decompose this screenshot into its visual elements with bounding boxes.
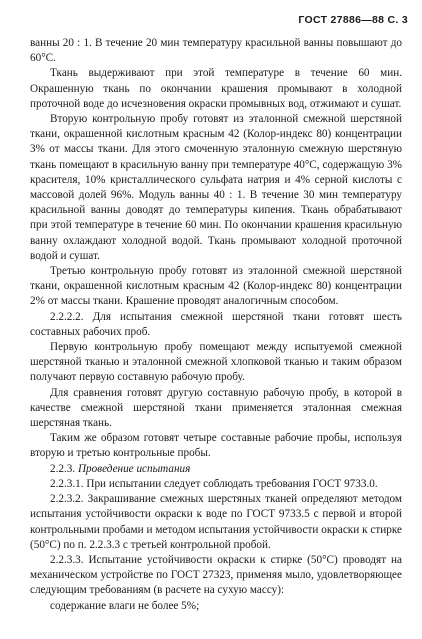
paragraph: Первую контрольную пробу помещают между испытуемой смежной шерстяной тканью и эталонной смежной хлопковой тканью и таким образом получают первую составную рабочую пробу.: [30, 341, 402, 384]
section-heading: [30, 462, 402, 477]
paragraph: содержание влаги не более 5%;: [50, 599, 200, 612]
section-title: Проведение испытания: [77, 462, 191, 475]
paragraph: Третью контрольную пробу готовят из эталонной смежной шерстяной ткани, окрашенной кислотным красным 42 (Колор-индекс 80) концентрации 2% от массы ткани. Крашение проводят аналогичным способом.: [30, 265, 402, 308]
document-body: [30, 36, 402, 614]
paragraph-continuation: ванны 20 : 1. В течение 20 мин температуру красильной ванны повышают до 60°С.: [30, 37, 402, 65]
paragraph: 2.2.3.2. Закрашивание смежных шерстяных тканей определяют методом испытания устойчивости окраски к воде по ГОСТ 9733.5 с первой и второй контрольными пробами и методом испытания устойчивости окраски к стирке (50°С) по п. 2.2.3.3 с третьей контрольной пробой.: [30, 493, 402, 551]
paragraph: Вторую контрольную пробу готовят из эталонной смежной шерстяной ткани, окрашенной кислотным красным 42 (Колор-индекс 80) концентрации 3% от массы ткани. Для этого смоченную эталонную смежную шерстяную ткань помещают в красильную ванну при температуре 40°С, содержащую 3% красителя, 10% кристаллического сульфата натрия и 4% серной кислоты с массовой долей 96%. Модуль ванны 40 : 1. В течение 30 мин температуру красильной ванны доводят до температуры кипения. Ткань обрабатывают при этой температуре в течение 60 мин. По окончании крашения красильную ванну охлаждают холодной водой. Ткань промывают холодной проточной водой и сушат.: [30, 113, 402, 262]
running-header: ГОСТ 27886—88 С. 3: [298, 14, 408, 26]
paragraph: Для сравнения готовят другую составную рабочую пробу, в которой в качестве смежной шерстяной ткани применяется эталонная смежная шерстяная ткань.: [30, 386, 402, 430]
section-number: 2.2.3.: [50, 462, 76, 475]
paragraph: 2.2.3.3. Испытание устойчивости окраски к стирке (50°С) проводят на механическом устройстве по ГОСТ 27323, применяя мыло, удовлетворяющее следующим требованиям (в расчете на сухую массу):: [30, 553, 402, 597]
paragraph: 2.2.2.2. Для испытания смежной шерстяной ткани готовят шесть составных рабочих проб.: [30, 310, 402, 338]
paragraph: 2.2.3.1. При испытании следует соблюдать требования ГОСТ 9733.0.: [50, 477, 378, 490]
paragraph: Таким же образом готовят четыре составные рабочие пробы, используя вторую и третью контрольные пробы.: [30, 432, 402, 460]
paragraph: Ткань выдерживают при этой температуре в течение 60 мин. Окрашенную ткань по окончании крашения промывают в холодной проточной воде до исчезновения окраски промывных вод, отжимают и сушат.: [30, 67, 402, 110]
